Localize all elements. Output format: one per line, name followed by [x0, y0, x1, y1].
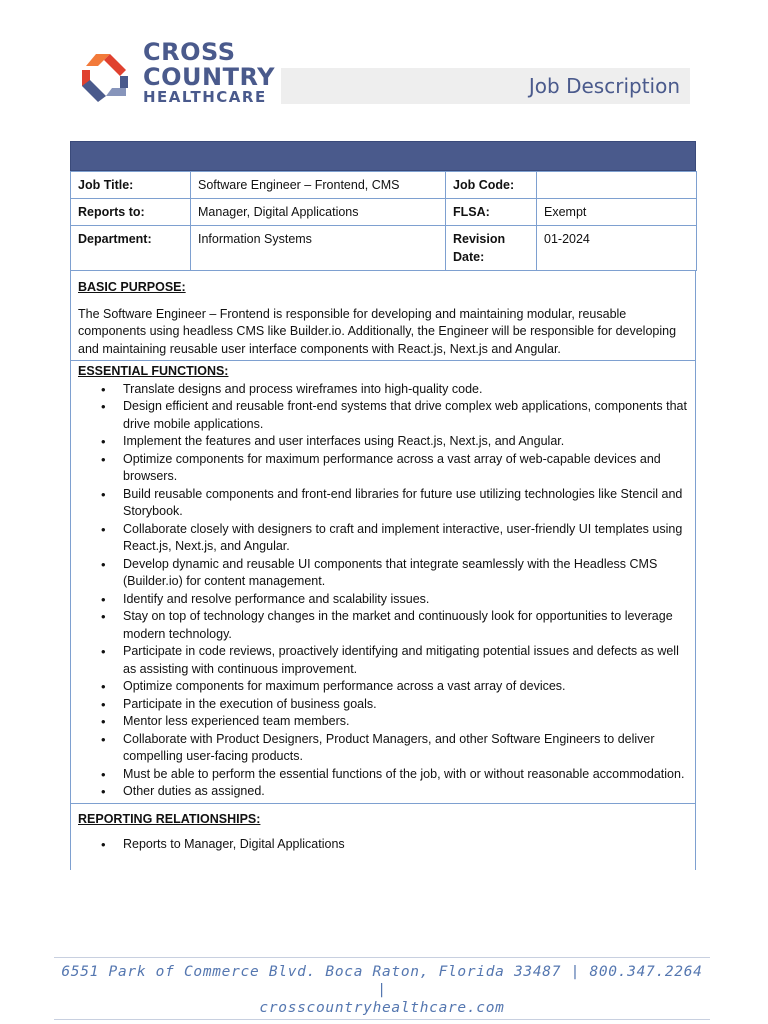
- logo-line-healthcare: HEALTHCARE: [143, 88, 267, 106]
- job-description-body: [70, 141, 696, 885]
- reporting-relationships-heading: REPORTING RELATIONSHIPS:: [78, 811, 261, 826]
- list-item: • Optimize components for maximum performance across a vast array of web-capable devices and browsers.: [123, 451, 688, 486]
- department-label: Department:: [71, 226, 191, 271]
- job-title-value: Software Engineer – Frontend, CMS: [191, 172, 446, 199]
- table-header-bar: [70, 141, 696, 171]
- table-row: [71, 226, 697, 271]
- list-item: • Develop dynamic and reusable UI components that integrate seamlessly with the Headless CMS (Builder.io) for content management.: [123, 556, 688, 591]
- list-item: • Optimize components for maximum performance across a vast array of devices.: [123, 678, 688, 696]
- document-title: Job Description: [528, 74, 680, 98]
- essential-functions-heading: ESSENTIAL FUNCTIONS:: [78, 364, 229, 378]
- essential-functions-section: [70, 361, 696, 804]
- logo-line-cross: CROSS: [143, 38, 236, 66]
- list-item: • Participate in code reviews, proactively identifying and mitigating potential issues and defects as well as assisting with continuous improvement.: [123, 643, 688, 678]
- job-info-table: [70, 171, 697, 271]
- table-row: [71, 199, 697, 226]
- reports-to-value: Manager, Digital Applications: [191, 199, 446, 226]
- reporting-relationships-list: [78, 836, 688, 854]
- page-footer: [54, 957, 710, 1020]
- list-item: • Implement the features and user interfaces using React.js, Next.js, and Angular.: [123, 433, 688, 451]
- document-title-band: [281, 68, 690, 104]
- list-item: • Collaborate closely with designers to craft and implement interactive, user-friendly UI templates using React.js, Next.js, and Angular.: [123, 521, 688, 556]
- basic-purpose-section: [70, 271, 696, 361]
- list-item: • Stay on top of technology changes in the market and continuously look for opportunities to leverage modern technology.: [123, 608, 688, 643]
- basic-purpose-heading: BASIC PURPOSE:: [78, 280, 186, 294]
- list-item: • Collaborate with Product Designers, Product Managers, and other Software Engineers to deliver compelling user-facing products.: [123, 731, 688, 766]
- list-item: • Must be able to perform the essential functions of the job, with or without reasonable accommodation.: [123, 766, 688, 784]
- list-item: • Reports to Manager, Digital Applications: [123, 836, 688, 854]
- reporting-relationships-section: [70, 804, 696, 870]
- list-item: • Translate designs and process wireframes into high-quality code.: [123, 381, 688, 399]
- footer-website-link[interactable]: crosscountryhealthcare.com: [259, 1000, 505, 1016]
- list-item: • Participate in the execution of business goals.: [123, 696, 688, 714]
- reports-to-label: Reports to:: [71, 199, 191, 226]
- job-title-label: Job Title:: [71, 172, 191, 199]
- revision-date-value: 01-2024: [537, 226, 697, 271]
- essential-functions-list: [78, 381, 688, 801]
- table-row: [71, 172, 697, 199]
- list-item: • Identify and resolve performance and scalability issues.: [123, 591, 688, 609]
- list-item: • Other duties as assigned.: [123, 783, 688, 801]
- flsa-label: FLSA:: [446, 199, 537, 226]
- logo-line-country: COUNTRY: [143, 63, 276, 91]
- revision-date-label: Revision Date:: [446, 226, 537, 271]
- company-logo: [76, 40, 276, 112]
- flsa-value: Exempt: [537, 199, 697, 226]
- logo-wordmark: [143, 40, 275, 105]
- cross-country-logo-mark-icon: [76, 48, 134, 106]
- list-item: • Mentor less experienced team members.: [123, 713, 688, 731]
- job-code-label: Job Code:: [446, 172, 537, 199]
- basic-purpose-text: The Software Engineer – Frontend is responsible for developing and maintaining modular, reusable components using headless CMS like Builder.io. Additionally, the Engineer will be responsible for developing and maintaining reusable user interface components with React.js, Next.js and Angular.: [78, 306, 677, 356]
- department-value: Information Systems: [191, 226, 446, 271]
- list-item: • Design efficient and reusable front-end systems that drive complex web applications, components that drive mobile applications.: [123, 398, 688, 433]
- footer-address: 6551 Park of Commerce Blvd. Boca Raton, Florida 33487 | 800.347.2264 |: [61, 964, 703, 998]
- job-code-value: [537, 172, 697, 199]
- list-item: • Build reusable components and front-end libraries for future use utilizing technologies like Stencil and Storybook.: [123, 486, 688, 521]
